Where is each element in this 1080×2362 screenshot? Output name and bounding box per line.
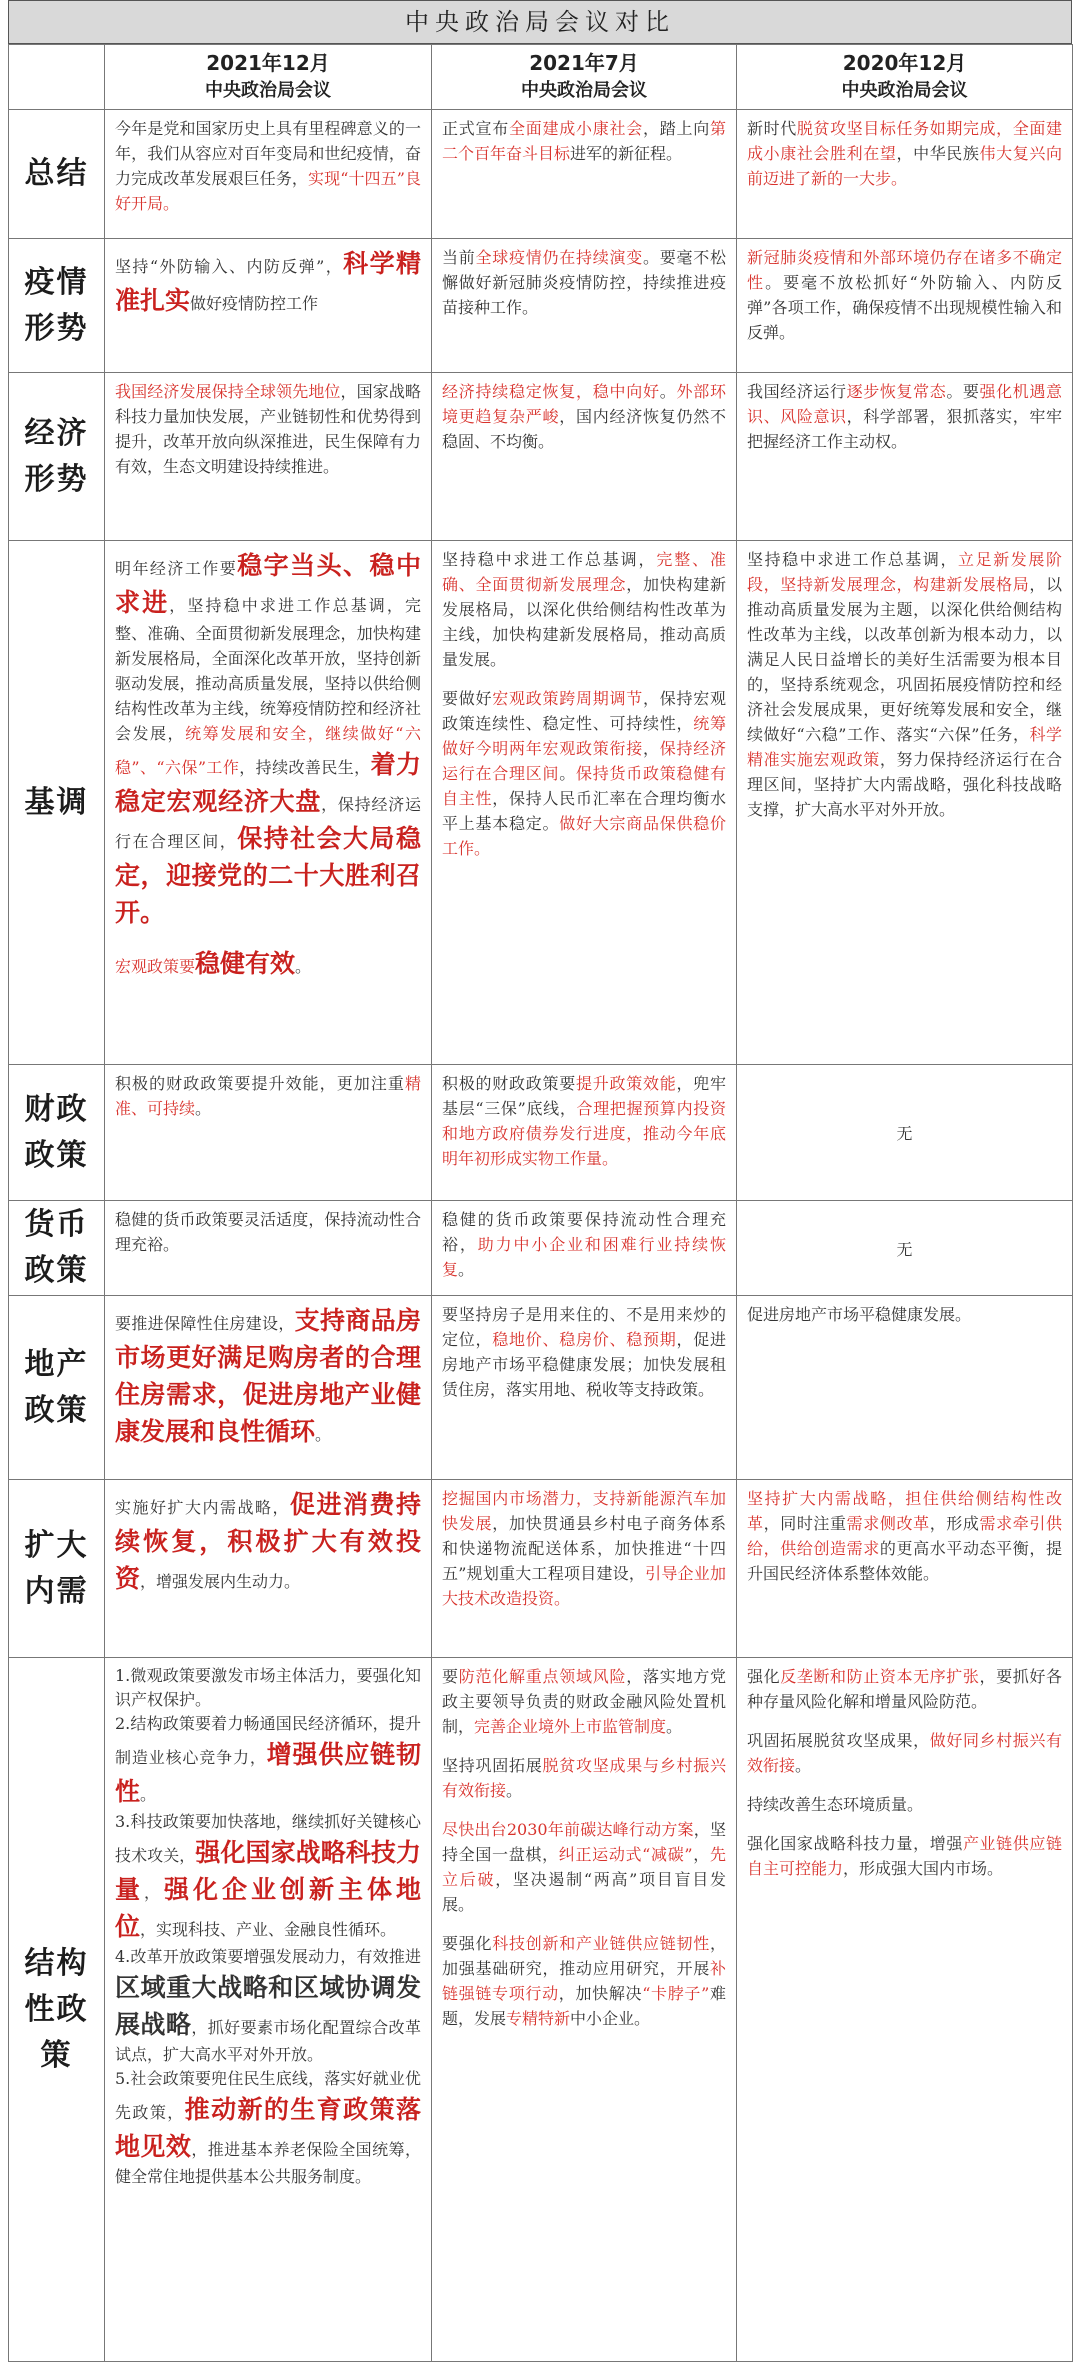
header-row xyxy=(9,45,1073,110)
header-corner xyxy=(9,45,105,110)
cell-epidemic-2021-12: 坚持“外防输入、内防反弹”，科学精准扎实做好疫情防控工作 xyxy=(105,239,432,373)
structural-item-2: 2.结构政策要着力畅通国民经济循环，提升制造业核心竞争力，增强供应链韧性。 xyxy=(115,1714,421,1806)
cell-property-2021-12: 要推进保障性住房建设，支持商品房市场更好满足购房者的合理住房需求，促进房地产业健康发展和良性循环。 xyxy=(105,1296,432,1480)
row-label-monetary: 货币政策 xyxy=(9,1201,105,1296)
cell-monetary-2021-12: 稳健的货币政策要灵活适度，保持流动性合理充裕。 xyxy=(105,1201,432,1296)
cell-demand-2021-07: 挖掘国内市场潜力，支持新能源汽车加快发展，加快贯通县乡村电子商务体系和快递物流配送体系，加快推进“十四五”规划重大工程项目建设，引导企业加大技术改造投资。 xyxy=(432,1480,737,1658)
row-structural xyxy=(9,1658,1073,2362)
column-header-2021-12: 2021年12月 中央政治局会议 xyxy=(105,45,432,110)
row-tone xyxy=(9,541,1073,1065)
structural-item-5: 5.社会政策要兜住民生底线，落实好就业优先政策，推动新的生育政策落地见效，推进基本养老保险全国统筹，健全常住地提供基本公共服务制度。 xyxy=(115,2069,421,2186)
cell-structural-2020-12: 强化反垄断和防止资本无序扩张，要抓好各种存量风险化解和增量风险防范。 巩固拓展脱贫攻坚成果，做好同乡村振兴有效衔接。 持续改善生态环境质量。 强化国家战略科技力量，增强产业链供应链自主可控能力，形成强大国内市场。 xyxy=(737,1658,1073,2362)
row-label-property: 地产政策 xyxy=(9,1296,105,1480)
cell-fiscal-2020-12: 无 xyxy=(737,1065,1073,1201)
row-label-demand: 扩大内需 xyxy=(9,1480,105,1658)
cell-structural-2021-12 xyxy=(105,1658,432,2362)
comparison-sheet xyxy=(8,0,1072,2362)
cell-epidemic-2021-07: 当前全球疫情仍在持续演变。要毫不松懈做好新冠肺炎疫情防控，持续推进疫苗接种工作。 xyxy=(432,239,737,373)
row-property xyxy=(9,1296,1073,1480)
cell-epidemic-2020-12: 新冠肺炎疫情和外部环境仍存在诸多不确定性。要毫不放松抓好“外防输入、内防反弹”各项工作，确保疫情不出现规模性输入和反弹。 xyxy=(737,239,1073,373)
row-label-structural: 结构性政策 xyxy=(9,1658,105,2362)
row-label-economy: 经济形势 xyxy=(9,373,105,541)
row-label-tone: 基调 xyxy=(9,541,105,1065)
row-label-epidemic: 疫情形势 xyxy=(9,239,105,373)
cell-summary-2020-12: 新时代脱贫攻坚目标任务如期完成，全面建成小康社会胜利在望，中华民族伟大复兴向前迈进了新的一大步。 xyxy=(737,110,1073,239)
comparison-table xyxy=(8,44,1073,2362)
cell-summary-2021-12: 今年是党和国家历史上具有里程碑意义的一年，我们从容应对百年变局和世纪疫情，奋力完成改革发展艰巨任务，实现“十四五”良好开局。 xyxy=(105,110,432,239)
row-epidemic xyxy=(9,239,1073,373)
cell-summary-2021-07: 正式宣布全面建成小康社会，踏上向第二个百年奋斗目标进军的新征程。 xyxy=(432,110,737,239)
row-label-summary: 总结 xyxy=(9,110,105,239)
row-monetary xyxy=(9,1201,1073,1296)
cell-monetary-2020-12: 无 xyxy=(737,1201,1073,1296)
column-header-2020-12: 2020年12月 中央政治局会议 xyxy=(737,45,1073,110)
cell-fiscal-2021-07: 积极的财政政策要提升政策效能，兜牢基层“三保”底线，合理把握预算内投资和地方政府债券发行进度，推动今年底明年初形成实物工作量。 xyxy=(432,1065,737,1201)
cell-economy-2020-12: 我国经济运行逐步恢复常态。要强化机遇意识、风险意识，科学部署，狠抓落实，牢牢把握经济工作主动权。 xyxy=(737,373,1073,541)
row-label-fiscal: 财政政策 xyxy=(9,1065,105,1201)
structural-item-3: 3.科技政策要加快落地，继续抓好关键核心技术攻关，强化国家战略科技力量，强化企业创新主体地位，实现科技、产业、金融良性循环。 xyxy=(115,1812,421,1941)
cell-property-2020-12: 促进房地产市场平稳健康发展。 xyxy=(737,1296,1073,1480)
cell-property-2021-07: 要坚持房子是用来住的、不是用来炒的定位，稳地价、稳房价、稳预期，促进房地产市场平稳健康发展；加快发展租赁住房，落实用地、税收等支持政策。 xyxy=(432,1296,737,1480)
row-economy xyxy=(9,373,1073,541)
cell-monetary-2021-07: 稳健的货币政策要保持流动性合理充裕，助力中小企业和困难行业持续恢复。 xyxy=(432,1201,737,1296)
cell-economy-2021-07: 经济持续稳定恢复，稳中向好。外部环境更趋复杂严峻，国内经济恢复仍然不稳固、不均衡。 xyxy=(432,373,737,541)
cell-demand-2021-12: 实施好扩大内需战略，促进消费持续恢复，积极扩大有效投资，增强发展内生动力。 xyxy=(105,1480,432,1658)
column-header-2021-07: 2021年7月 中央政治局会议 xyxy=(432,45,737,110)
cell-demand-2020-12: 坚持扩大内需战略，担住供给侧结构性改革，同时注重需求侧改革，形成需求牵引供给，供给创造需求的更高水平动态平衡，提升国民经济体系整体效能。 xyxy=(737,1480,1073,1658)
cell-tone-2021-07: 坚持稳中求进工作总基调，完整、准确、全面贯彻新发展理念，加快构建新发展格局，以深化供给侧结构性改革为主线，加快构建新发展格局，推动高质量发展。 要做好宏观政策跨周期调节，保持宏观政策连续性、稳定性、可持续性，统筹做好今明两年宏观政策衔接，保持经济运行在合理区间。保持货币政策稳健有自主性，保持人民币汇率在合理均衡水平上基本稳定。做好大宗商品保供稳价工作。 xyxy=(432,541,737,1065)
row-summary xyxy=(9,110,1073,239)
cell-tone-2020-12: 坚持稳中求进工作总基调，立足新发展阶段，坚持新发展理念，构建新发展格局，以推动高质量发展为主题，以深化供给侧结构性改革为主线，以改革创新为根本动力，以满足人民日益增长的美好生活需要为根本目的，坚持系统观念，巩固拓展疫情防控和经济社会发展成果，更好统筹发展和安全，继续做好“六稳”工作、落实“六保”任务，科学精准实施宏观政策，努力保持经济运行在合理区间，坚持扩大内需战略，强化科技战略支撑，扩大高水平对外开放。 xyxy=(737,541,1073,1065)
structural-item-1: 1.微观政策要激发市场主体活力，要强化知识产权保护。 xyxy=(115,1666,421,1709)
cell-fiscal-2021-12: 积极的财政政策要提升效能，更加注重精准、可持续。 xyxy=(105,1065,432,1201)
row-fiscal xyxy=(9,1065,1073,1201)
page-title: 中央政治局会议对比 xyxy=(8,0,1072,44)
cell-structural-2021-07: 要防范化解重点领域风险，落实地方党政主要领导负责的财政金融风险处置机制，完善企业境外上市监管制度。 坚持巩固拓展脱贫攻坚成果与乡村振兴有效衔接。 尽快出台2030年前碳达峰行动方案，坚持全国一盘棋，纠正运动式“减碳”，先立后破，坚决遏制“两高”项目盲目发展。 要强化科技创新和产业链供应链韧性，加强基础研究，推动应用研究，开展补链强链专项行动，加快解决“卡脖子”难题，发展专精特新中小企业。 xyxy=(432,1658,737,2362)
row-demand xyxy=(9,1480,1073,1658)
structural-item-4: 4.改革开放政策要增强发展动力，有效推进区域重大战略和区域协调发展战略，抓好要素市场化配置综合改革试点，扩大高水平对外开放。 xyxy=(115,1947,421,2064)
cell-economy-2021-12: 我国经济发展保持全球领先地位，国家战略科技力量加快发展，产业链韧性和优势得到提升，改革开放向纵深推进，民生保障有力有效，生态文明建设持续推进。 xyxy=(105,373,432,541)
cell-tone-2021-12: 明年经济工作要稳字当头、稳中求进，坚持稳中求进工作总基调，完整、准确、全面贯彻新发展理念，加快构建新发展格局，全面深化改革开放，坚持创新驱动发展，推动高质量发展，坚持以供给侧结构性改革为主线，统筹疫情防控和经济社会发展，统筹发展和安全，继续做好“六稳”、“六保”工作，持续改善民生，着力稳定宏观经济大盘，保持经济运行在合理区间，保持社会大局稳定，迎接党的二十大胜利召开。 宏观政策要稳健有效。 xyxy=(105,541,432,1065)
